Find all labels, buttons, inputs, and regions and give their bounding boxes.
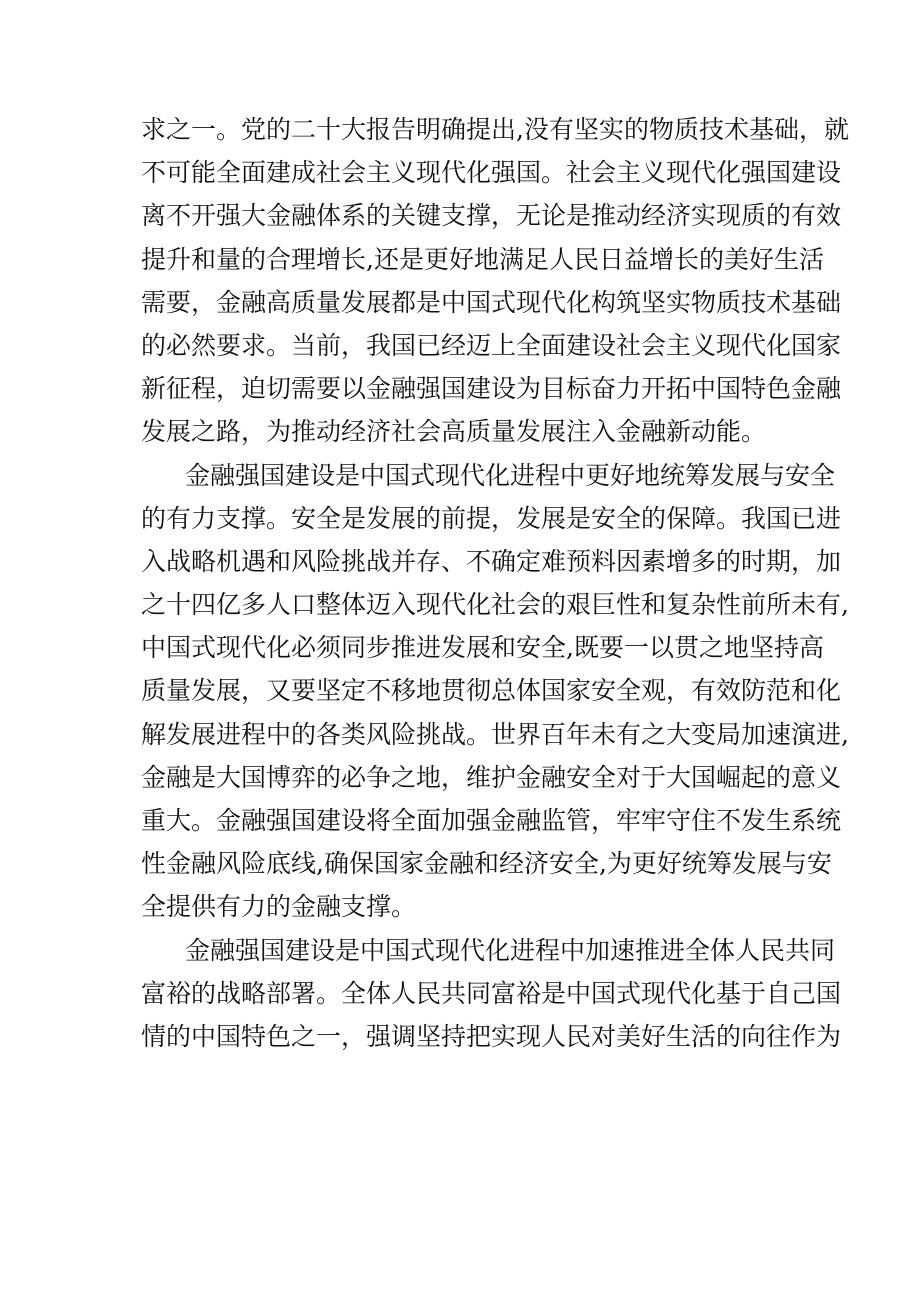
text-line: 新征程，迫切需要以金融强国建设为目标奋力开拓中国特色金融 xyxy=(141,374,842,404)
text-line: 之十四亿多人口整体迈入现代化社会的艰巨性和复杂性前所未有, xyxy=(141,590,849,620)
text-line: 离不开强大金融体系的关键支撑，无论是推动经济实现质的有效 xyxy=(141,201,842,231)
paragraph-1 xyxy=(141,108,849,454)
paragraph-3 xyxy=(141,929,842,1059)
text-line: 全提供有力的金融支撑。 xyxy=(141,892,417,922)
text-line: 求之一。党的二十大报告明确提出,没有坚实的物质技术基础，就 xyxy=(141,115,849,144)
body-text xyxy=(141,108,849,1058)
text-line: 需要，金融高质量发展都是中国式现代化构筑坚实物质技术基础 xyxy=(141,287,842,317)
text-line: 中国式现代化必须同步推进发展和安全,既要一以贯之地坚持高 xyxy=(141,633,824,663)
text-line: 入战略机遇和风险挑战并存、不确定难预料因素增多的时期，加 xyxy=(141,546,842,576)
text-line: 金融是大国博弈的必争之地，维护金融安全对于大国崛起的意义 xyxy=(141,762,842,792)
text-line: 性金融风险底线,确保国家金融和经济安全,为更好统筹发展与安 xyxy=(141,849,832,879)
text-line: 的必然要求。当前，我国已经迈上全面建设社会主义现代化国家 xyxy=(141,330,842,360)
text-line: 质量发展，又要坚定不移地贯彻总体国家安全观，有效防范和化 xyxy=(141,676,842,706)
text-line: 金融强国建设是中国式现代化进程中加速推进全体人民共同 xyxy=(185,935,836,965)
text-line: 解发展进程中的各类风险挑战。世界百年未有之大变局加速演进, xyxy=(141,719,849,749)
paragraph-2 xyxy=(141,454,849,929)
text-line: 的有力支撑。安全是发展的前提，发展是安全的保障。我国已进 xyxy=(141,503,842,533)
text-line: 金融强国建设是中国式现代化进程中更好地统筹发展与安全 xyxy=(185,460,836,490)
text-line: 重大。金融强国建设将全面加强金融监管，牢牢守住不发生系统 xyxy=(141,806,842,835)
text-line: 发展之路，为推动经济社会高质量发展注入金融新动能。 xyxy=(141,417,767,447)
text-line: 情的中国特色之一，强调坚持把实现人民对美好生活的向往作为 xyxy=(141,1021,842,1051)
text-line: 提升和量的合理增长,还是更好地满足人民日益增长的美好生活 xyxy=(141,244,824,274)
text-line: 富裕的战略部署。全体人民共同富裕是中国式现代化基于自己国 xyxy=(141,978,842,1008)
text-line: 不可能全面建成社会主义现代化强国。社会主义现代化强国建设 xyxy=(141,158,842,188)
